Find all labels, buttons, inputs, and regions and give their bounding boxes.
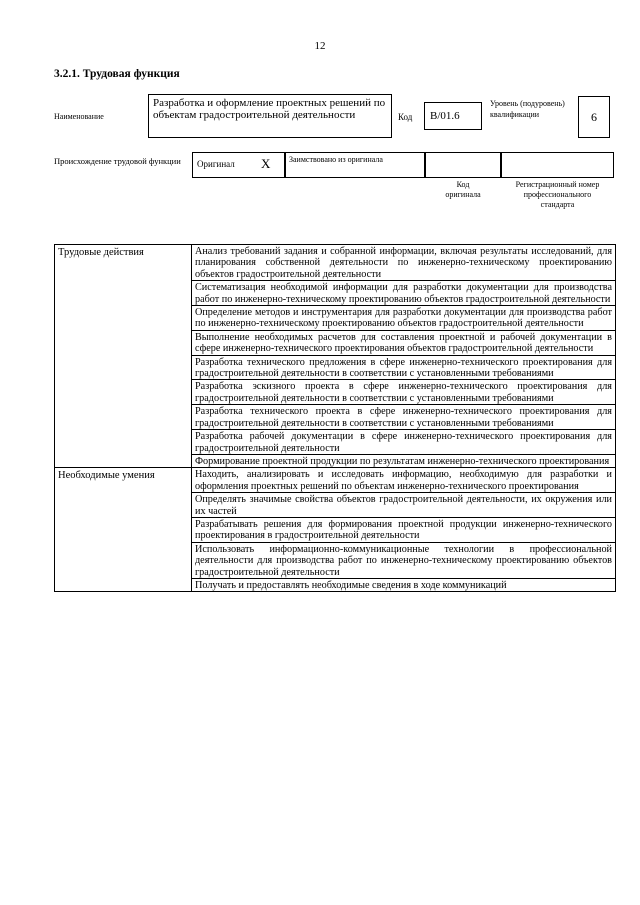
labor-actions-title: Трудовые действия <box>55 245 192 468</box>
labor-actions-item: Разработка эскизного проекта в сфере инженерно-технического проектирования для градостроительной деятельности в соответствии с установленными требованиями <box>192 380 616 405</box>
code-label: Код <box>398 112 413 122</box>
reg-caption <box>501 180 614 210</box>
page-number: 12 <box>314 40 326 52</box>
origin-label <box>54 156 182 166</box>
skills-item: Использовать информационно-коммуникационные технологии в профессиональной деятельности для производства работ по инженерно-техническому проектированию объектов градостроительной деятельности <box>192 542 616 578</box>
function-table <box>54 244 616 592</box>
original-cell <box>192 152 285 178</box>
labor-actions-item: Разработка рабочей документации в сфере инженерно-технического проектирования для градостроительной деятельности <box>192 430 616 455</box>
labor-actions-item: Систематизация необходимой информации для разработки документации для производства работ по инженерно-техническому проектированию объектов градостроительной деятельности <box>192 281 616 306</box>
labor-actions-item: Разработка технического предложения в сфере инженерно-технического проектирования для градостроительной деятельности в соответствии с установленными требованиями <box>192 355 616 380</box>
reg-number-cell <box>501 152 614 178</box>
level-label-text: Уровень (подуровень) квалификации <box>490 99 565 119</box>
borrowed-cell: Заимствовано из оригинала <box>285 152 425 178</box>
table-row <box>55 245 616 281</box>
qualification-level: 6 <box>578 96 610 138</box>
function-code: B/01.6 <box>424 102 482 130</box>
labor-actions-item: Разработка технического проекта в сфере инженерно-технического проектирования для градостроительной деятельности в соответствии с установленными требованиями <box>192 405 616 430</box>
labor-actions-item: Анализ требований задания и собранной информации, включая результаты исследований, для планирования собственной деятельности по инженерно-техническому проектированию объектов градостроительной деятельности <box>192 245 616 281</box>
function-header <box>54 94 614 144</box>
section-title: 3.2.1. Трудовая функция <box>54 68 180 80</box>
origin-section <box>54 152 614 232</box>
code-caption <box>425 180 501 200</box>
code-caption-text: Код оригинала <box>445 180 481 199</box>
labor-actions-item: Определение методов и инструментария для разработки документации для производства работ по инженерно-техническому проектированию объектов градостроительной деятельности <box>192 306 616 331</box>
function-name: Разработка и оформление проектных решений по объектам градостроительной деятельности <box>148 94 392 138</box>
skills-item: Разрабатывать решения для формирования проектной продукции инженерно-технического проектирования в градостроительной деятельности <box>192 517 616 542</box>
skills-item: Получать и предоставлять необходимые сведения в ходе коммуникаций <box>192 578 616 591</box>
level-label <box>490 98 574 120</box>
labor-actions-item: Формирование проектной продукции по результатам инженерно-технического проектирования <box>192 454 616 467</box>
original-mark: X <box>261 156 271 171</box>
original-code-cell <box>425 152 501 178</box>
name-label: Наименование <box>54 112 104 121</box>
origin-label-text: Происхождение трудовой функции <box>54 156 181 166</box>
skills-title: Необходимые умения <box>55 468 192 592</box>
table-row <box>55 468 616 493</box>
labor-actions-item: Выполнение необходимых расчетов для составления проектной и рабочей документации в сфере инженерно-технического проектирования объектов градостроительной деятельности <box>192 330 616 355</box>
reg-caption-text: Регистрационный номер профессионального стандарта <box>515 180 600 209</box>
skills-item: Находить, анализировать и исследовать информацию, необходимую для разработки и оформления проектных решений по объектам инженерно-технического проектирования <box>192 468 616 493</box>
original-label: Оригинал <box>197 159 235 169</box>
skills-item: Определять значимые свойства объектов градостроительной деятельности, их окружения или их частей <box>192 493 616 518</box>
